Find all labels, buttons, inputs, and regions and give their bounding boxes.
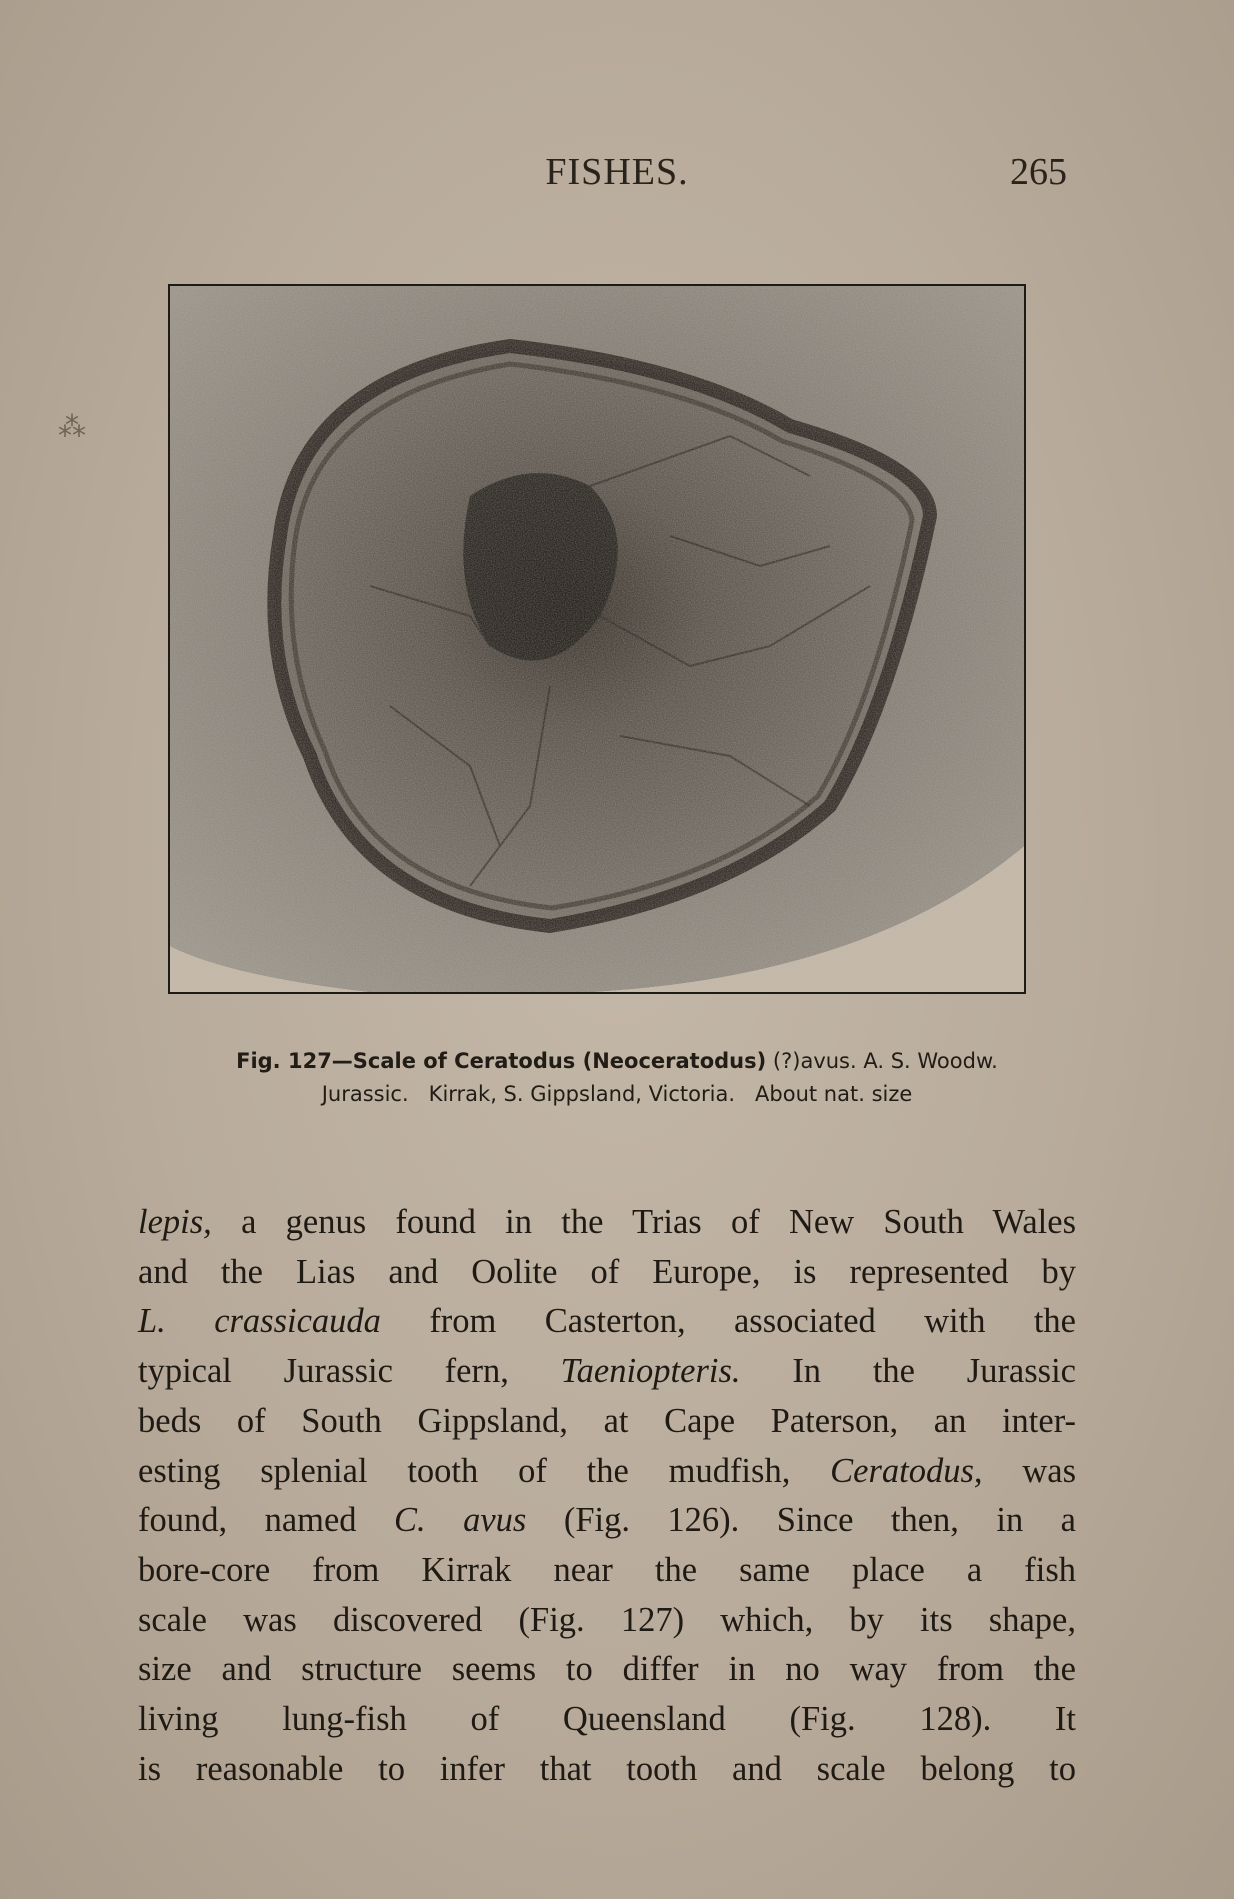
text-line	[138, 1198, 1076, 1248]
text-line	[138, 1248, 1076, 1298]
fossil-scale-photo	[170, 286, 1024, 992]
text-line	[138, 1397, 1076, 1447]
text-line	[138, 1596, 1076, 1646]
body-paragraph	[138, 1198, 1076, 1794]
caption-line-2: Jurassic. Kirrak, S. Gippsland, Victoria. About nat. size	[321, 1082, 913, 1106]
text-segment: typical Jurassic fern,	[138, 1352, 561, 1391]
running-title: FISHES.	[545, 151, 689, 193]
text-segment: and the Lias and Oolite of Europe, is represented by	[138, 1252, 1076, 1291]
caption-line-1	[120, 1045, 1114, 1078]
text-line	[138, 1695, 1076, 1745]
text-line	[138, 1645, 1076, 1695]
text-segment: is reasonable to infer that tooth and scale belong to	[138, 1749, 1076, 1788]
caption-species: (?)avus. A. S. Woodw.	[772, 1049, 998, 1073]
caption-label: Fig. 127—Scale of Ceratodus (Neoceratodus)	[236, 1049, 767, 1073]
text-segment: esting splenial tooth of the mudfish,	[138, 1451, 831, 1490]
italic-term: L. crassicauda	[138, 1302, 381, 1341]
text-segment: found, named	[138, 1501, 395, 1540]
text-segment: bore-core from Kirrak near the same place a fish	[138, 1550, 1076, 1589]
italic-term: lepis,	[138, 1203, 212, 1241]
page-number: 265	[1010, 151, 1067, 193]
italic-term: Taeniopteris.	[560, 1352, 741, 1391]
italic-term: Ceratodus,	[830, 1451, 983, 1490]
text-segment: living lung-fish of Queensland (Fig. 128). It	[138, 1700, 1076, 1739]
text-line	[138, 1447, 1076, 1497]
text-segment: size and structure seems to differ in no way from the	[138, 1650, 1076, 1689]
text-segment: scale was discovered (Fig. 127) which, by its shape,	[138, 1600, 1076, 1639]
text-line	[138, 1745, 1076, 1795]
figure-127-image	[168, 284, 1026, 994]
ink-smudge: ⁂	[58, 410, 86, 443]
text-line	[138, 1297, 1076, 1347]
text-segment: In the Jurassic	[740, 1352, 1076, 1391]
text-segment: was	[982, 1451, 1077, 1490]
italic-term: C. avus	[394, 1501, 527, 1540]
text-line	[138, 1347, 1076, 1397]
text-segment: (Fig. 126). Since then, in a	[526, 1501, 1076, 1540]
text-segment: a genus found in the Trias of New South Wales	[211, 1203, 1076, 1241]
text-line	[138, 1496, 1076, 1546]
figure-caption	[120, 1045, 1114, 1111]
text-segment: from Casterton, associated with the	[380, 1302, 1076, 1341]
text-line	[138, 1546, 1076, 1596]
text-segment: beds of South Gippsland, at Cape Paterson, an inter-	[138, 1401, 1076, 1440]
